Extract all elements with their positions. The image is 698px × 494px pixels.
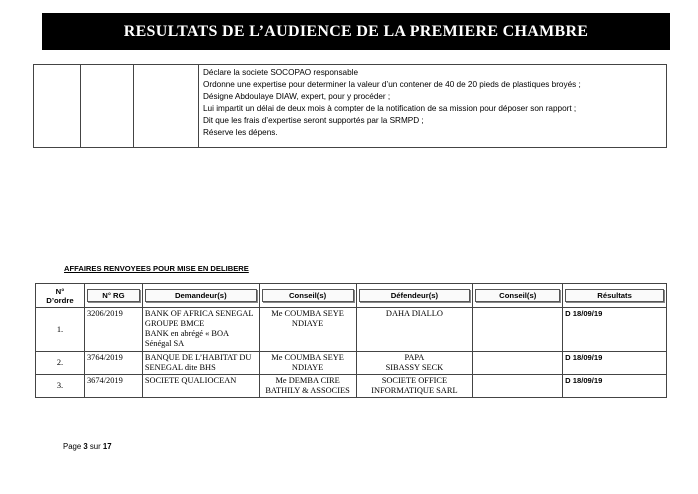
footer-prefix: Page (63, 442, 84, 451)
cell-demandeur (142, 308, 259, 352)
decision-text (199, 65, 667, 148)
decision-line: Déclare la societe SOCOPAO responsable (203, 68, 359, 77)
cell-defendeur (356, 375, 473, 398)
cell-conseil-defendeur (473, 375, 563, 398)
page-banner (42, 13, 670, 50)
header-conseil-label: Conseil(s) (262, 289, 354, 302)
decision-line: Lui impartit un délai de deux mois à compter de la notification de sa mission pour déposer son rapport ; (203, 104, 577, 113)
cell-ordre: 2. (36, 352, 85, 375)
cell-resultat: D 18/09/19 (563, 375, 667, 398)
defendeur-line: DAHA DIALLO (385, 309, 443, 318)
header-ordre-label: N° D’ordre (46, 286, 74, 305)
cell-demandeur (142, 352, 259, 375)
banner-title: RESULTATS DE L’AUDIENCE DE LA PREMIERE CHAMBRE (123, 22, 589, 40)
decision-line: Ordonne une expertise pour determiner la valeur d’un contener de 40 de 20 pieds de plastiques broyés ; (203, 80, 581, 89)
conseil-line: NDIAYE (291, 363, 324, 372)
header-resultats (563, 284, 667, 308)
defendeur-line: SIBASSY SECK (385, 363, 444, 372)
header-resultats-label: Résultats (565, 289, 664, 302)
header-defendeur (356, 284, 473, 308)
cell-resultat: D 18/09/19 (563, 308, 667, 352)
cell-ordre: 1. (36, 308, 85, 352)
decision-line: Désigne Abdoulaye DIAW, expert, pour y procéder ; (203, 92, 391, 101)
demandeur-line: SOCIETE QUALIOCEAN (144, 376, 237, 385)
cell-conseil-defendeur (473, 308, 563, 352)
decision-cell-empty (81, 65, 134, 148)
table-header-row (36, 284, 667, 308)
cases-table (35, 283, 667, 398)
cell-resultat: D 18/09/19 (563, 352, 667, 375)
footer-middle: sur (87, 442, 103, 451)
cell-defendeur (356, 352, 473, 375)
conseil-line: Me COUMBA SEYE (271, 309, 344, 318)
header-demandeur-label: Demandeur(s) (145, 289, 257, 302)
defendeur-line: SOCIETE OFFICE (381, 376, 448, 385)
header-ordre (36, 284, 85, 308)
header-conseil (259, 284, 356, 308)
demandeur-line: GROUPE BMCE (144, 319, 205, 328)
cell-rg: 3206/2019 (84, 308, 142, 352)
header-demandeur (142, 284, 259, 308)
table-row (36, 375, 667, 398)
conseil-line: BATHILY & ASSOCIES (265, 386, 350, 395)
table-row (36, 308, 667, 352)
table-row (36, 352, 667, 375)
demandeur-line: SENEGAL dite BHS (144, 363, 216, 372)
cell-conseil-defendeur (473, 352, 563, 375)
demandeur-line: BANK en abrégé « BOA (144, 329, 230, 338)
cell-conseil (259, 308, 356, 352)
demandeur-line: Sénégal SA (144, 339, 185, 348)
footer-current-page: 3 (83, 442, 88, 451)
defendeur-line: INFORMATIQUE SARL (371, 386, 458, 395)
header-defendeur-label: Défendeur(s) (359, 289, 471, 302)
conseil-line: NDIAYE (291, 319, 324, 328)
demandeur-line: BANK OF AFRICA SENEGAL (144, 309, 254, 318)
header-conseil-defendeur-label: Conseil(s) (475, 289, 560, 302)
decision-line: Réserve les dépens. (203, 128, 278, 137)
decision-line: Dit que les frais d’expertise seront supportés par la SRMPD ; (203, 116, 424, 125)
cell-conseil (259, 352, 356, 375)
cell-rg: 3764/2019 (84, 352, 142, 375)
demandeur-line: BANQUE DE L’HABITAT DU (144, 353, 252, 362)
cell-ordre: 3. (36, 375, 85, 398)
page-footer (63, 442, 112, 451)
header-conseil-defendeur (473, 284, 563, 308)
header-rg-label: N° RG (87, 289, 140, 302)
cell-rg: 3674/2019 (84, 375, 142, 398)
cell-defendeur (356, 308, 473, 352)
footer-total-pages: 17 (102, 442, 112, 451)
conseil-line: Me COUMBA SEYE (271, 353, 344, 362)
section-title: AFFAIRES RENVOYEES POUR MISE EN DELIBERE (64, 264, 249, 273)
conseil-line: Me DEMBA CIRE (275, 376, 340, 385)
decision-cell-empty (34, 65, 81, 148)
decision-table (33, 64, 667, 148)
cell-conseil (259, 375, 356, 398)
decision-cell-empty (134, 65, 199, 148)
cell-demandeur (142, 375, 259, 398)
header-rg (84, 284, 142, 308)
defendeur-line: PAPA (404, 353, 425, 362)
